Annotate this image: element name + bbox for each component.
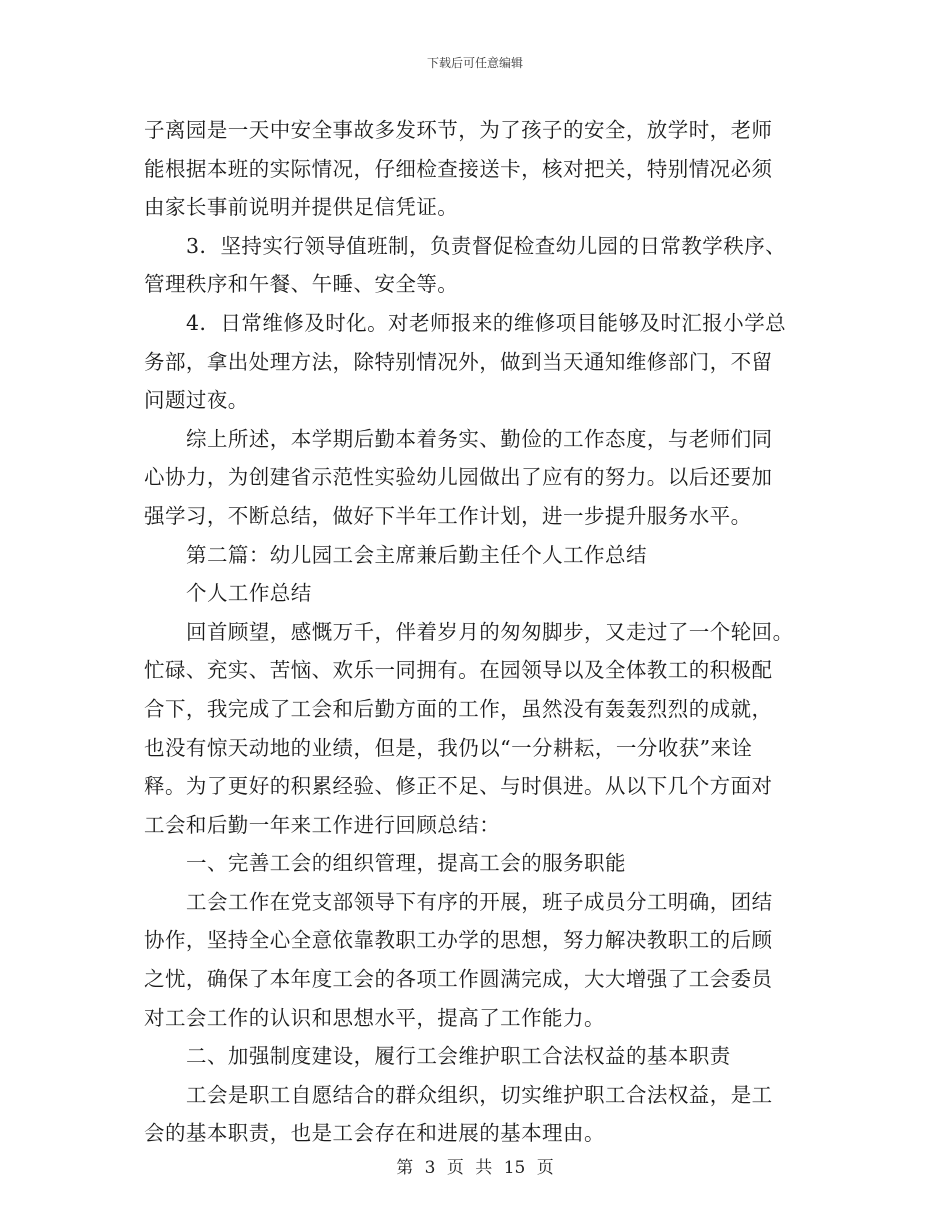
text-line: 心协力，为创建省示范性实验幼儿园做出了应有的努力。以后还要加 <box>144 465 773 490</box>
text-line: 一、完善工会的组织管理，提高工会的服务职能 <box>186 851 626 876</box>
text-line: 之忧，确保了本年度工会的各项工作圆满完成，大大增强了工会委员 <box>144 967 773 992</box>
text-line: 务部，拿出处理方法，除特别情况外，做到当天通知维修部门，不留 <box>144 349 773 374</box>
text-line: 4．日常维修及时化。对老师报来的维修项目能够及时汇报小学总 <box>186 310 787 335</box>
text-line: 综上所述，本学期后勤本着务实、勤俭的工作态度，与老师们同 <box>186 426 773 451</box>
text-line: 释。为了更好的积累经验、修正不足、与时俱进。从以下几个方面对 <box>144 774 773 799</box>
page-footer: 第 3 页 共 15 页 <box>396 1158 554 1178</box>
text-line: 工会和后勤一年来工作进行回顾总结： <box>144 812 501 837</box>
text-line: 工会是职工自愿结合的群众组织，切实维护职工合法权益，是工 <box>186 1082 773 1107</box>
text-line: 子离园是一天中安全事故多发环节，为了孩子的安全，放学时，老师 <box>144 118 773 142</box>
text-line: 强学习，不断总结，做好下半年工作计划，进一步提升服务水平。 <box>144 503 752 528</box>
text-line: 个人工作总结 <box>186 581 312 606</box>
text-line: 也没有惊天动地的业绩，但是，我仍以“一分耕耘，一分收获”来诠 <box>144 735 753 760</box>
text-line: 3．坚持实行领导值班制，负责督促检查幼儿园的日常教学秩序、 <box>186 233 787 258</box>
text-line: 合下，我完成了工会和后勤方面的工作，虽然没有轰轰烈烈的成就， <box>144 696 773 721</box>
document-body <box>144 111 816 1153</box>
text-line: 问题过夜。 <box>144 388 249 413</box>
text-line: 由家长事前说明并提供足信凭证。 <box>144 195 459 220</box>
text-line: 第二篇：幼儿园工会主席兼后勤主任个人工作总结 <box>186 542 647 567</box>
text-line: 二、加强制度建设，履行工会维护职工合法权益的基本职责 <box>186 1044 731 1069</box>
text-line: 能根据本班的实际情况，仔细检查接送卡，核对把关，特别情况必须 <box>144 156 773 181</box>
text-line: 忙碌、充实、苦恼、欢乐一同拥有。在园领导以及全体教工的积极配 <box>144 658 773 683</box>
text-line: 回首顾望，感慨万千，伴着岁月的匆匆脚步，又走过了一个轮回。 <box>186 619 794 644</box>
text-line: 协作，坚持全心全意依靠教职工办学的思想，努力解决教职工的后顾 <box>144 928 773 953</box>
page-header: 下载后可任意编辑 <box>426 56 523 70</box>
text-line: 管理秩序和午餐、午睡、安全等。 <box>144 272 459 297</box>
text-line: 会的基本职责，也是工会存在和进展的基本理由。 <box>144 1121 605 1146</box>
text-line: 对工会工作的认识和思想水平，提高了工作能力。 <box>144 1005 605 1030</box>
text-line: 工会工作在党支部领导下有序的开展，班子成员分工明确，团结 <box>186 889 773 914</box>
